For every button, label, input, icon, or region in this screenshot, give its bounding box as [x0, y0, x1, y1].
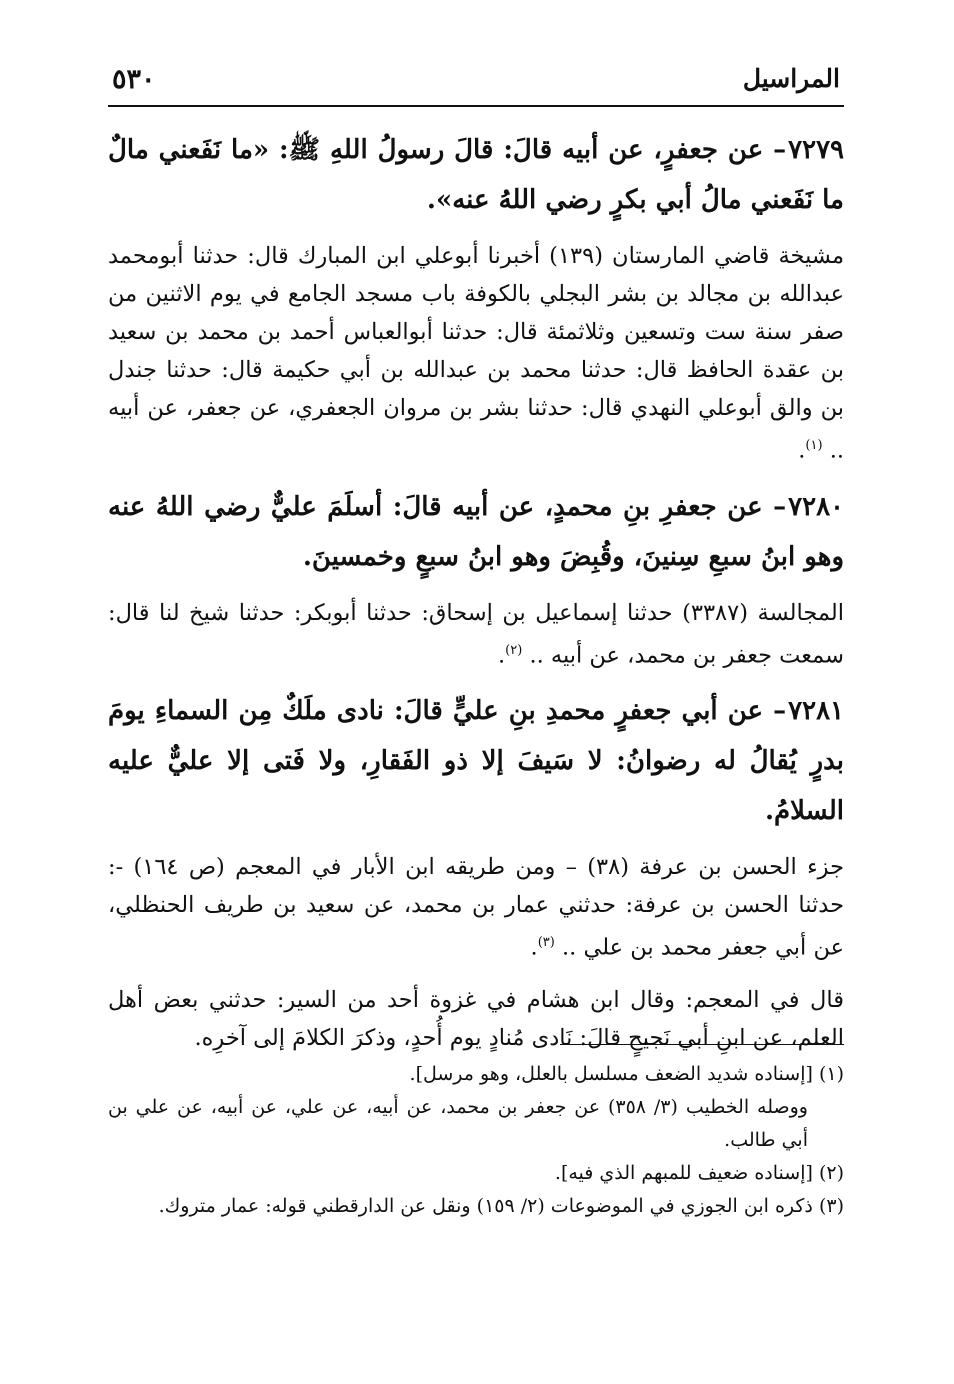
footnote-ref-1[interactable]: (١) [805, 438, 823, 453]
source-text: جزء الحسن بن عرفة (٣٨) – ومن طريقه ابن الأبار في المعجم (ص ١٦٤) -: حدثنا الحسن بن عرفة: حدثني عمار بن محمد، عن سعيد بن طريف الحنظلي، عن أبي جعفر محمد بن علي .. [108, 854, 844, 961]
hadith-text: – عن جعفرِ بنِ محمدٍ، عن أبيه قالَ: أسلَمَ عليٌّ رضي اللهُ عنه وهو ابنُ سبعِ سِنينَ، وقُبِضَ وهو ابنُ سبعٍ وخمسينَ. [108, 491, 844, 572]
running-title: المراسيل [742, 64, 840, 93]
source-7281: جزء الحسن بن عرفة (٣٨) – ومن طريقه ابن الأبار في المعجم (ص ١٦٤) -: حدثنا الحسن بن عرفة: حدثني عمار بن محمد، عن سعيد بن طريف الحنظلي، عن أبي جعفر محمد بن علي .. $^{(٣)}$. [108, 854, 844, 961]
hadith-text: – عن جعفرٍ، عن أبيه قالَ: قالَ رسولُ اللهِ ﷺ: «ما نَفَعني مالٌ ما نَفَعني مالُ أبي بكرٍ رضي اللهُ عنه». [108, 135, 844, 215]
hadith-text: – عن أبي جعفرٍ محمدِ بنِ عليٍّ قالَ: نادى ملَكٌ مِن السماءِ يومَ بدرٍ يُقالُ له رضوانُ: لا سَيفَ إلا ذو الفَقارِ، ولا فَتى إلا عليٌّ عليه السلامُ. [108, 696, 844, 826]
footnote-ref-2[interactable]: (٢) [505, 642, 523, 658]
hadith-number: ٧٢٨١ [788, 696, 844, 726]
footnote-1 [108, 1058, 844, 1091]
footnote-ref-3[interactable]: (٣) [537, 935, 555, 950]
source-note-7281: قال في المعجم: وقال ابن هشام في غزوة أحد من السير: حدثني بعض أهل العلم، عن ابنِ أبي نَجيحٍ قالَ: نَادى مُنادٍ يوم أُحدٍ، وذكرَ الكلامَ إلى آخرِه. [108, 986, 844, 1051]
footnotes [108, 1058, 844, 1223]
footnote-marker: (١) [818, 1063, 844, 1085]
header-rule [108, 105, 844, 107]
footnote-text: [إسناده ضعيف للمبهم الذي فيه]. [554, 1162, 813, 1184]
footnote-separator [560, 1044, 844, 1045]
footnote-3 [108, 1190, 844, 1223]
source-text: المجالسة (٣٣٨٧) حدثنا إسماعيل بن إسحاق: حدثنا أبوبكر: حدثنا شيخ لنا قال: سمعت جعفر بن محمد، عن أبيه .. [108, 599, 844, 668]
footnote-text: ذكره ابن الجوزي في الموضوعات (٢/ ١٥٩) ونقل عن الدارقطني قوله: عمار متروك. [158, 1195, 813, 1217]
hadith-7279 [108, 125, 844, 225]
page-header [108, 62, 844, 102]
footnote-2 [108, 1157, 844, 1190]
source-text: مشيخة قاضي المارستان (١٣٩) أخبرنا أبوعلي ابن المبارك قال: حدثنا أبومحمد عبدالله بن مجالد بن بشر البجلي بالكوفة باب مسجد الجامع في يوم الاثنين من صفر سنة ست وتسعين وثلاثمئة قال: حدثنا أبوالعباس أحمد بن محمد بن سعيد بن عقدة الحافظ قال: حدثنا محمد بن عبدالله بن أبي حكيمة قال: حدثنا جندل بن والق أبوعلي النهدي قال: حدثنا بشر بن مروان الجعفري، عن جعفر، عن أبيه .. [108, 243, 844, 464]
footnote-text: [إسناده شديد الضعف مسلسل بالعلل، وهو مرسل]. [409, 1063, 813, 1085]
hadith-7281 [108, 686, 844, 836]
page-number: ٥٣٠ [112, 64, 156, 95]
source-7280: المجالسة (٣٣٨٧) حدثنا إسماعيل بن إسحاق: حدثنا أبوبكر: حدثنا شيخ لنا قال: سمعت جعفر بن محمد، عن أبيه .. $^{(٢)}$. [108, 599, 844, 668]
footnote-marker: (٢) [818, 1162, 844, 1184]
hadith-7280 [108, 482, 844, 582]
footnote-marker: (٣) [818, 1195, 844, 1217]
hadith-number: ٧٢٨٠ [788, 491, 844, 522]
footnote-1-continuation: ووصله الخطيب (٣/ ٣٥٨) عن جعفر بن محمد، عن أبيه، عن علي، عن أبيه، عن علي بن أبي طالب. [108, 1096, 808, 1151]
main-text [108, 125, 844, 1069]
source-7279: مشيخة قاضي المارستان (١٣٩) أخبرنا أبوعلي ابن المبارك قال: حدثنا أبومحمد عبدالله بن مجالد بن بشر البجلي بالكوفة باب مسجد الجامع في يوم الاثنين من صفر سنة ست وتسعين وثلاثمئة قال: حدثنا أبوالعباس أحمد بن محمد بن سعيد بن عقدة الحافظ قال: حدثنا محمد بن عبدالله بن أبي حكيمة قال: حدثنا جندل بن والق أبوعلي النهدي قال: حدثنا بشر بن مروان الجعفري، عن جعفر، عن أبيه .. $^{(١)}$. [108, 243, 844, 464]
hadith-number: ٧٢٧٩ [788, 135, 844, 165]
